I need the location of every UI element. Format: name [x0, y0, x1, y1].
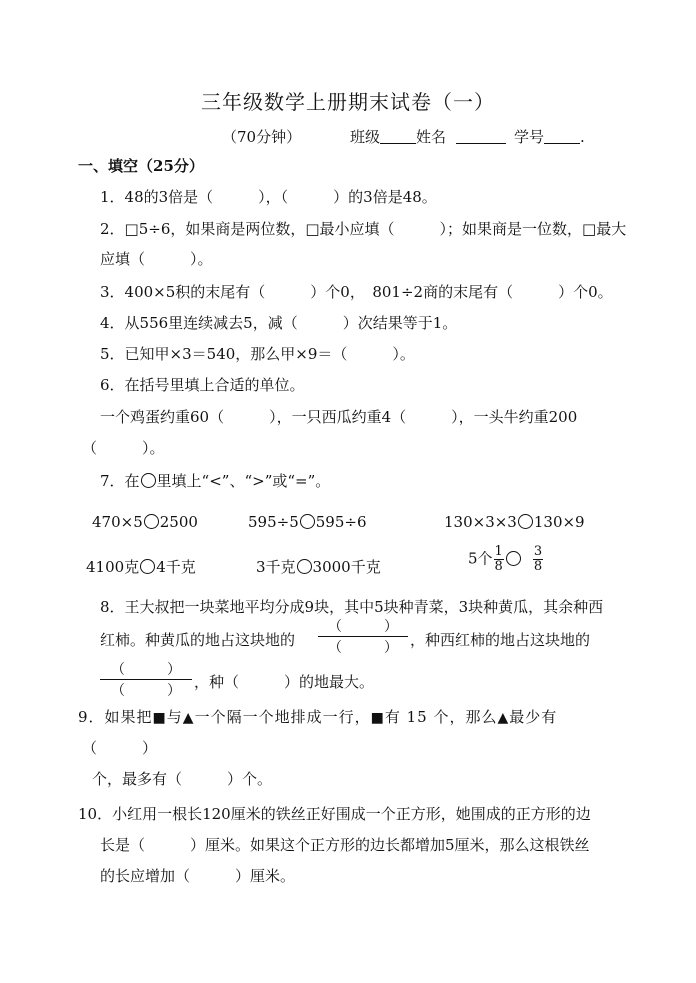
class-blank[interactable] — [380, 128, 416, 144]
compare-left: 4100克 — [86, 558, 140, 576]
question-10-line-3: 的长应增加（ ）厘米。 — [100, 867, 296, 885]
fraction-three-eighths — [533, 545, 543, 574]
question-7 — [100, 470, 330, 491]
question-2-line-2: 应填（ ）。 — [100, 250, 213, 268]
question-7-prefix: 7．在 — [100, 472, 140, 490]
fraction-numerator: 3 — [533, 544, 543, 559]
fraction-one-eighth — [494, 545, 504, 574]
fraction-denominator: 8 — [533, 559, 543, 574]
compare-item-6 — [468, 545, 544, 574]
class-label: 班级 — [350, 128, 381, 146]
question-10-line-1: 10．小红用一根长120厘米的铁丝正好围成一个正方形，她围成的正方形的边 — [78, 805, 591, 823]
fraction-blank-tomato[interactable] — [100, 659, 192, 699]
question-9-line-3: 个，最多有（ ）个。 — [92, 770, 273, 788]
q9-text: 最少有 — [509, 708, 558, 726]
compare-left: 130×3×3 — [444, 513, 517, 531]
q9-text: 一个隔一个地排成一行， — [194, 708, 371, 726]
compare-item-1 — [92, 513, 198, 531]
compare-right: 3000千克 — [312, 558, 381, 576]
compare-circle[interactable] — [518, 514, 533, 529]
page-title: 三年级数学上册期末试卷（一） — [201, 90, 495, 114]
compare-item-3 — [444, 513, 585, 531]
fraction-blank-denominator: （ ） — [328, 640, 398, 656]
compare-item-5 — [256, 556, 381, 577]
question-6-line-1: 6．在括号里填上合适的单位。 — [100, 376, 305, 394]
compare-circle[interactable] — [144, 514, 159, 529]
q9-text: 与 — [166, 708, 183, 726]
question-8-line-3: ，种（ ）的地最大。 — [194, 673, 375, 691]
compare-item-2 — [248, 513, 367, 531]
circle-icon — [141, 473, 156, 488]
fraction-blank-cucumber[interactable] — [318, 616, 408, 656]
fraction-denominator: 8 — [494, 559, 503, 574]
name-label: 姓名 — [416, 128, 447, 146]
compare-circle[interactable] — [506, 551, 521, 566]
compare-circle[interactable] — [300, 514, 315, 529]
question-9-line-1 — [78, 706, 557, 727]
compare-right: 595÷6 — [315, 513, 367, 531]
compare-item-4 — [86, 556, 196, 577]
q9-text: 有 15 个，那么 — [384, 708, 498, 726]
question-6-line-3: （ ）。 — [82, 439, 165, 457]
question-10-line-2: 长是（ ）厘米。如果这个正方形的边长都增加5厘米，那么这根铁丝 — [100, 836, 590, 854]
question-1: 1．48的3倍是（ ），（ ）的3倍是48。 — [100, 188, 437, 206]
question-2-line-1: 2．□5÷6，如果商是两位数，□最小应填（ ）；如果商是一位数，□最大 — [100, 220, 627, 238]
q9-text: 9．如果把 — [78, 708, 153, 726]
name-blank[interactable] — [456, 128, 506, 144]
question-8-line-1: 8．王大叔把一块菜地平均分成9块，其中5块种青菜，3块种黄瓜，其余种西 — [100, 598, 604, 616]
compare-circle[interactable] — [140, 559, 155, 574]
question-8-text-a: 红柿。种黄瓜的地占这块地的 — [100, 631, 296, 649]
square-icon: ■ — [152, 710, 167, 726]
section-heading-fill-in: 一、填空（25分） — [78, 157, 204, 175]
question-5: 5．已知甲×3＝540，那么甲×9＝（ ）。 — [100, 345, 415, 363]
exam-duration: （70分钟） — [222, 128, 302, 146]
id-end-mark: . — [580, 128, 585, 146]
question-4: 4．从556里连续减去5，减（ ）次结果等于1。 — [100, 314, 458, 332]
compare-circle[interactable] — [297, 559, 312, 574]
fraction-blank-numerator: （ ） — [328, 619, 398, 635]
id-blank[interactable] — [544, 128, 580, 144]
triangle-icon: ▲ — [182, 710, 195, 726]
compare-left: 5个 — [468, 549, 493, 568]
compare-right: 4千克 — [156, 558, 196, 576]
question-9-line-2: （ ） — [82, 739, 158, 757]
question-8-text-b: ，种西红柿的地占这块地的 — [410, 631, 591, 649]
question-3: 3．400×5积的末尾有（ ）个0， 801÷2商的末尾有（ ）个0。 — [100, 283, 613, 301]
compare-left: 3千克 — [256, 558, 296, 576]
student-info — [350, 126, 585, 147]
compare-left: 595÷5 — [248, 513, 299, 531]
triangle-icon: ▲ — [497, 710, 510, 726]
fraction-blank-denominator: （ ） — [111, 683, 181, 699]
id-label: 学号 — [514, 128, 545, 146]
fraction-numerator: 1 — [494, 544, 503, 559]
compare-left: 470×5 — [92, 513, 143, 531]
square-icon: ■ — [370, 710, 385, 726]
question-6-line-2: 一个鸡蛋约重60（ ），一只西瓜约重4（ ），一头牛约重200 — [100, 408, 578, 426]
compare-right: 2500 — [159, 513, 198, 531]
fraction-blank-numerator: （ ） — [111, 662, 181, 678]
question-7-suffix: 里填上“<”、“>”或“=”。 — [156, 472, 331, 490]
compare-right: 130×9 — [533, 513, 585, 531]
